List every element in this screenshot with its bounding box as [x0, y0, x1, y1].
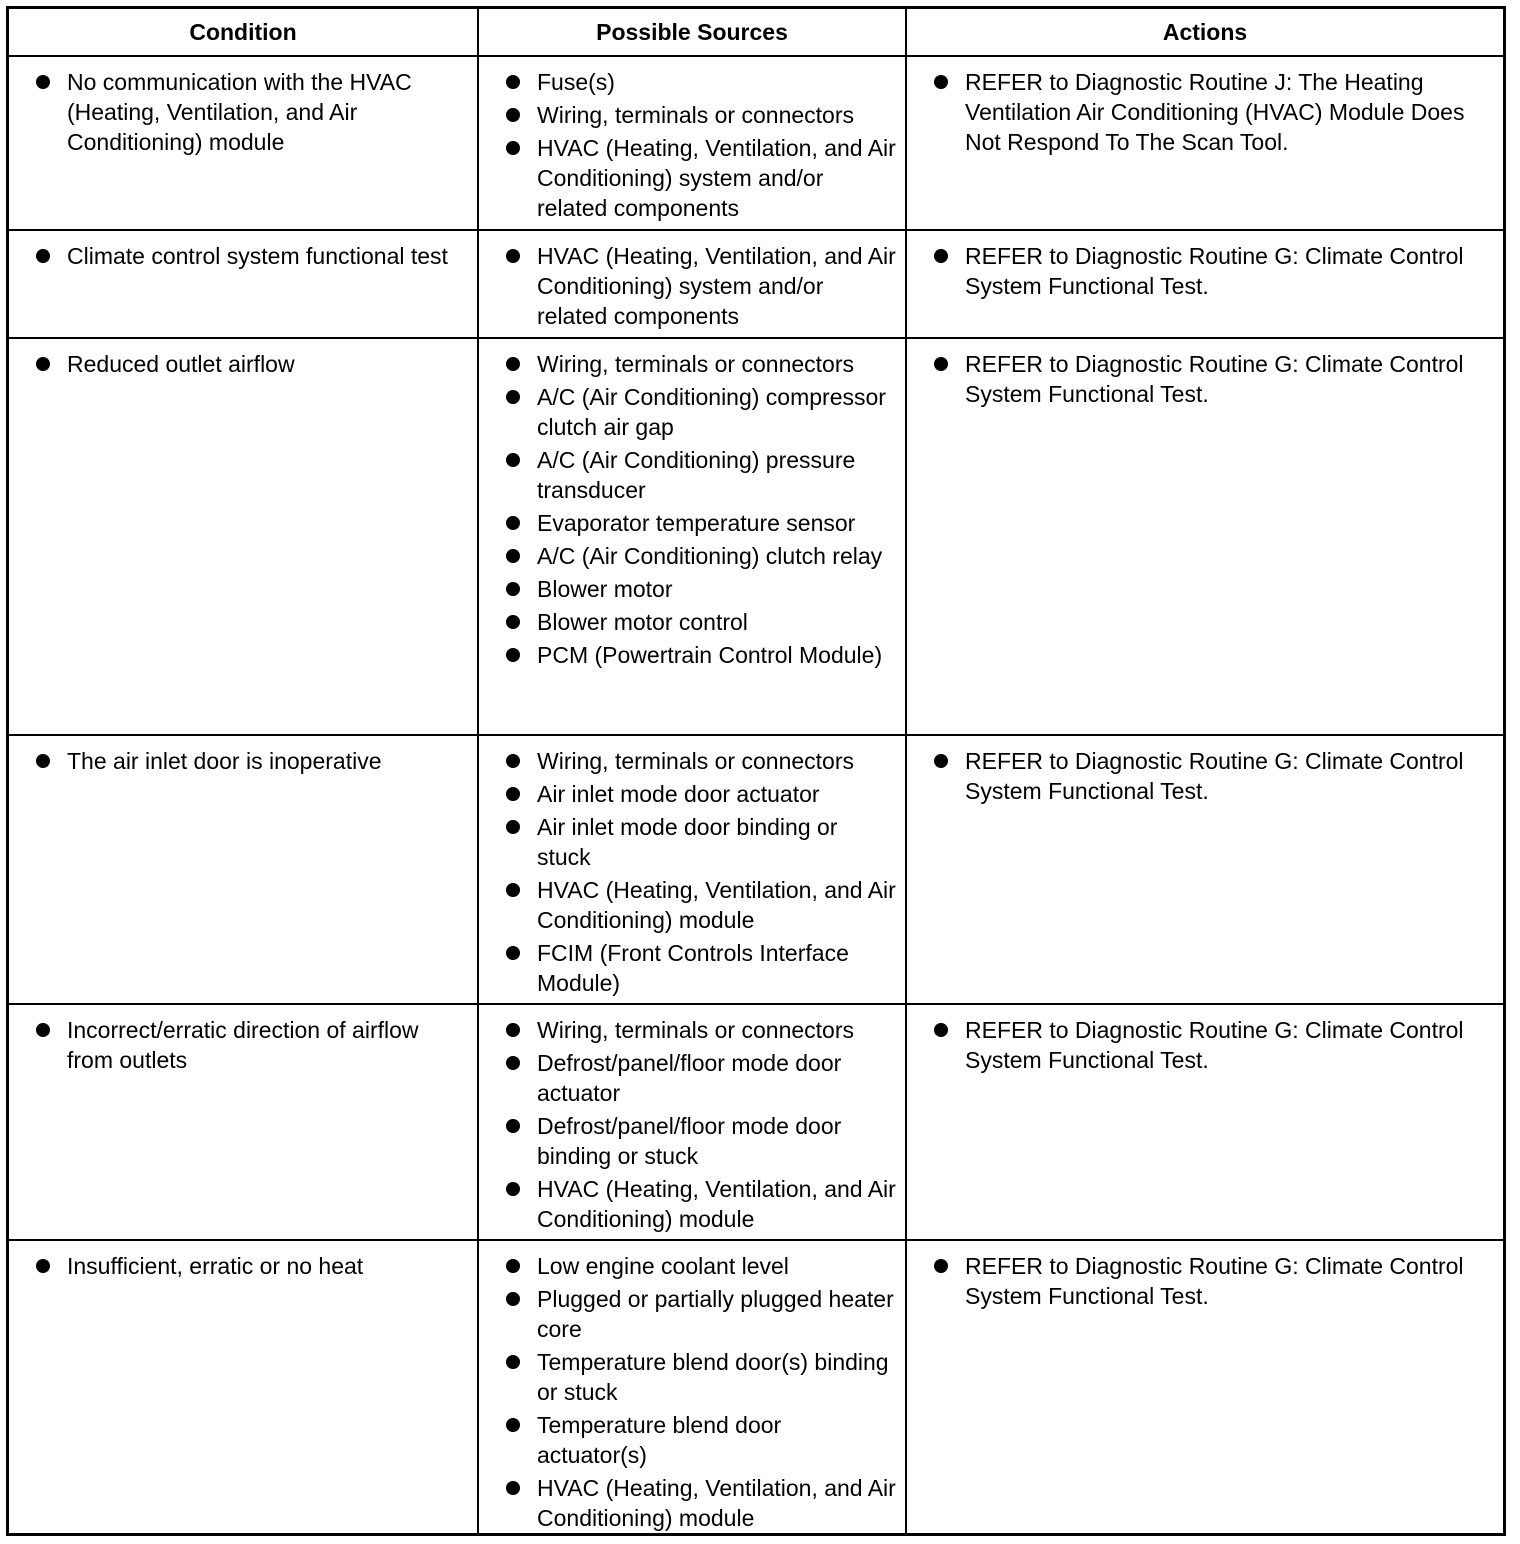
condition-text: No communication with the HVAC (Heating, Ventilation, and Air Conditioning) module — [67, 69, 412, 155]
condition-item — [31, 1015, 469, 1075]
bullet-icon — [506, 1023, 520, 1037]
header-possible-sources: Possible Sources — [479, 9, 907, 55]
condition-item — [31, 349, 469, 379]
sources-item — [501, 382, 897, 442]
sources-text: PCM (Powertrain Control Module) — [537, 642, 883, 668]
sources-item — [501, 508, 897, 538]
sources-item — [501, 746, 897, 776]
sources-text: Air inlet mode door actuator — [537, 781, 820, 807]
sources-text: Wiring, terminals or connectors — [537, 1017, 854, 1043]
actions-item — [929, 241, 1495, 301]
table-row — [9, 231, 1503, 339]
actions-list — [929, 241, 1495, 304]
actions-list — [929, 67, 1495, 160]
bullet-icon — [934, 357, 948, 371]
bullet-icon — [36, 1259, 50, 1273]
sources-cell — [479, 57, 907, 229]
condition-text: The air inlet door is inoperative — [67, 748, 382, 774]
actions-text: REFER to Diagnostic Routine G: Climate Control System Functional Test. — [965, 1253, 1464, 1309]
sources-item — [501, 133, 897, 223]
actions-item — [929, 746, 1495, 806]
sources-text: A/C (Air Conditioning) compressor clutch air gap — [537, 384, 886, 440]
sources-item — [501, 1251, 897, 1281]
actions-list — [929, 1015, 1495, 1078]
condition-list — [31, 1015, 469, 1078]
bullet-icon — [506, 108, 520, 122]
bullet-icon — [506, 615, 520, 629]
bullet-icon — [506, 946, 520, 960]
table-row — [9, 1005, 1503, 1241]
sources-text: Blower motor — [537, 576, 673, 602]
actions-text: REFER to Diagnostic Routine G: Climate Control System Functional Test. — [965, 748, 1464, 804]
sources-list — [501, 1251, 897, 1536]
condition-list — [31, 349, 469, 382]
actions-cell — [907, 57, 1503, 229]
bullet-icon — [506, 1056, 520, 1070]
sources-item — [501, 100, 897, 130]
bullet-icon — [506, 1119, 520, 1133]
sources-list — [501, 1015, 897, 1237]
condition-text: Climate control system functional test — [67, 243, 448, 269]
sources-text: HVAC (Heating, Ventilation, and Air Conditioning) module — [537, 877, 896, 933]
condition-item — [31, 241, 469, 271]
bullet-icon — [506, 453, 520, 467]
actions-list — [929, 1251, 1495, 1314]
sources-item — [501, 1174, 897, 1234]
sources-text: Evaporator temperature sensor — [537, 510, 856, 536]
bullet-icon — [506, 883, 520, 897]
sources-item — [501, 67, 897, 97]
sources-cell — [479, 1005, 907, 1239]
sources-item — [501, 607, 897, 637]
bullet-icon — [506, 75, 520, 89]
actions-cell — [907, 339, 1503, 734]
sources-item — [501, 241, 897, 331]
condition-item — [31, 1251, 469, 1281]
sources-list — [501, 746, 897, 1001]
bullet-icon — [36, 1023, 50, 1037]
bullet-icon — [506, 1292, 520, 1306]
condition-text: Insufficient, erratic or no heat — [67, 1253, 364, 1279]
sources-text: Defrost/panel/floor mode door binding or stuck — [537, 1113, 842, 1169]
sources-cell — [479, 339, 907, 734]
bullet-icon — [36, 754, 50, 768]
sources-text: A/C (Air Conditioning) clutch relay — [537, 543, 883, 569]
sources-text: HVAC (Heating, Ventilation, and Air Conditioning) system and/or related components — [537, 243, 896, 329]
condition-cell — [9, 1005, 479, 1239]
sources-item — [501, 779, 897, 809]
sources-item — [501, 1284, 897, 1344]
sources-item — [501, 640, 897, 670]
table-row — [9, 339, 1503, 736]
sources-item — [501, 1410, 897, 1470]
bullet-icon — [36, 75, 50, 89]
sources-item — [501, 349, 897, 379]
actions-text: REFER to Diagnostic Routine G: Climate Control System Functional Test. — [965, 351, 1464, 407]
sources-text: HVAC (Heating, Ventilation, and Air Conditioning) module — [537, 1475, 896, 1531]
table-header-row — [9, 9, 1503, 57]
actions-list — [929, 746, 1495, 809]
sources-item — [501, 574, 897, 604]
actions-list — [929, 349, 1495, 412]
condition-cell — [9, 339, 479, 734]
sources-cell — [479, 231, 907, 337]
condition-list — [31, 67, 469, 160]
condition-cell — [9, 1241, 479, 1533]
header-condition: Condition — [9, 9, 479, 55]
bullet-icon — [506, 648, 520, 662]
actions-item — [929, 67, 1495, 157]
sources-text: Low engine coolant level — [537, 1253, 789, 1279]
bullet-icon — [506, 582, 520, 596]
sources-item — [501, 1048, 897, 1108]
bullet-icon — [506, 1481, 520, 1495]
condition-list — [31, 1251, 469, 1284]
sources-text: Temperature blend door actuator(s) — [537, 1412, 782, 1468]
actions-cell — [907, 736, 1503, 1003]
bullet-icon — [934, 75, 948, 89]
actions-cell — [907, 231, 1503, 337]
header-actions: Actions — [1162, 18, 1248, 45]
bullet-icon — [506, 1182, 520, 1196]
bullet-icon — [506, 141, 520, 155]
bullet-icon — [506, 357, 520, 371]
sources-item — [501, 1111, 897, 1171]
bullet-icon — [506, 1259, 520, 1273]
bullet-icon — [36, 249, 50, 263]
bullet-icon — [506, 390, 520, 404]
sources-item — [501, 1347, 897, 1407]
sources-text: Wiring, terminals or connectors — [537, 748, 854, 774]
condition-item — [31, 746, 469, 776]
sources-cell — [479, 1241, 907, 1533]
actions-item — [929, 1251, 1495, 1311]
bullet-icon — [506, 1418, 520, 1432]
actions-text: REFER to Diagnostic Routine G: Climate Control System Functional Test. — [965, 243, 1464, 299]
condition-item — [31, 67, 469, 157]
actions-item — [929, 1015, 1495, 1075]
bullet-icon — [934, 754, 948, 768]
sources-list — [501, 349, 897, 673]
sources-list — [501, 67, 897, 226]
sources-list — [501, 241, 897, 334]
bullet-icon — [934, 1023, 948, 1037]
actions-cell — [907, 1241, 1503, 1533]
bullet-icon — [506, 1355, 520, 1369]
sources-text: A/C (Air Conditioning) pressure transducer — [537, 447, 856, 503]
bullet-icon — [934, 1259, 948, 1273]
condition-cell — [9, 231, 479, 337]
sources-item — [501, 1015, 897, 1045]
actions-text: REFER to Diagnostic Routine J: The Heating Ventilation Air Conditioning (HVAC) Module Does Not Respond To The Scan Tool. — [965, 69, 1465, 155]
sources-text: Blower motor control — [537, 609, 748, 635]
sources-text: Wiring, terminals or connectors — [537, 102, 854, 128]
condition-list — [31, 241, 469, 274]
condition-cell — [9, 57, 479, 229]
bullet-icon — [506, 820, 520, 834]
sources-text: Wiring, terminals or connectors — [537, 351, 854, 377]
table-row — [9, 57, 1503, 231]
sources-cell — [479, 736, 907, 1003]
sources-text: Defrost/panel/floor mode door actuator — [537, 1050, 842, 1106]
bullet-icon — [36, 357, 50, 371]
actions-text: REFER to Diagnostic Routine G: Climate Control System Functional Test. — [965, 1017, 1464, 1073]
sources-text: FCIM (Front Controls Interface Module) — [537, 940, 849, 996]
sources-item — [501, 938, 897, 998]
bullet-icon — [506, 754, 520, 768]
table-row — [9, 736, 1503, 1005]
bullet-icon — [934, 249, 948, 263]
sources-text: Plugged or partially plugged heater core — [537, 1286, 894, 1342]
sources-item — [501, 812, 897, 872]
condition-cell — [9, 736, 479, 1003]
sources-text: Fuse(s) — [537, 69, 615, 95]
sources-item — [501, 875, 897, 935]
bullet-icon — [506, 249, 520, 263]
sources-text: HVAC (Heating, Ventilation, and Air Conditioning) module — [537, 1176, 896, 1232]
sources-item — [501, 445, 897, 505]
condition-list — [31, 746, 469, 779]
sources-item — [501, 541, 897, 571]
diagnostic-table — [6, 6, 1506, 1536]
sources-text: Air inlet mode door binding or stuck — [537, 814, 838, 870]
bullet-icon — [506, 516, 520, 530]
condition-text: Reduced outlet airflow — [67, 351, 295, 377]
actions-item — [929, 349, 1495, 409]
condition-text: Incorrect/erratic direction of airflow from outlets — [67, 1017, 419, 1073]
bullet-icon — [506, 549, 520, 563]
sources-text: Temperature blend door(s) binding or stuck — [537, 1349, 889, 1405]
bullet-icon — [506, 787, 520, 801]
table-row — [9, 1241, 1503, 1533]
actions-cell — [907, 1005, 1503, 1239]
sources-item — [501, 1473, 897, 1533]
sources-text: HVAC (Heating, Ventilation, and Air Conditioning) system and/or related components — [537, 135, 896, 221]
